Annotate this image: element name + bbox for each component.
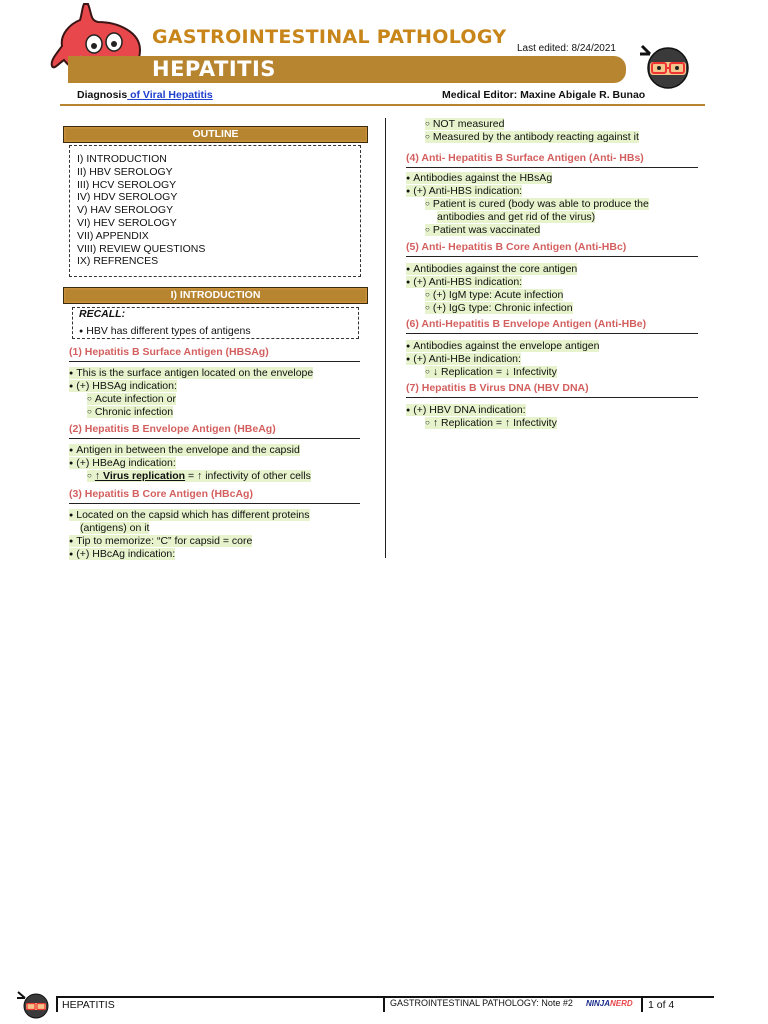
footer-separator — [383, 998, 385, 1012]
section-hbsag — [69, 346, 360, 419]
sub-bullet-item: ○ ↓ Replication = ↓ Infectivity — [425, 366, 557, 378]
introduction-heading: I) INTRODUCTION — [63, 287, 368, 304]
bullet-item: ● (+) Anti-HBe indication: — [406, 353, 521, 365]
virus-replication-emphasis: ↑ Virus replication — [94, 470, 186, 482]
bullet-item: ● Tip to memorize: “C” for capsid = core — [69, 535, 252, 547]
topic-title: HEPATITIS — [152, 57, 276, 81]
sub-bullet-item: ○ (+) IgM type: Acute infection — [425, 289, 563, 301]
ninja-mascot-icon — [640, 40, 696, 90]
bullet-item: ● Antibodies against the HBsAg — [406, 172, 552, 184]
outline-item[interactable]: V) HAV SEROLOGY — [77, 204, 174, 217]
ninja-footer-icon — [16, 988, 52, 1020]
bullet-continuation: (antigens) on it — [80, 522, 150, 534]
sub-bullet-item: ○ Patient is cured (body was able to produce the — [425, 198, 649, 210]
footer-separator — [641, 998, 643, 1012]
section-title: (6) Anti-Hepatitis B Envelope Antigen (Anti-HBe) — [406, 318, 698, 334]
bullet-item: ● Antibodies against the envelope antigen — [406, 340, 599, 352]
column-divider — [385, 118, 386, 558]
footer-separator — [56, 998, 58, 1012]
sub-bullet-item: ○ Measured by the antibody reacting against it — [425, 131, 639, 143]
sub-bullet-continuation: antibodies and get rid of the virus) — [437, 211, 596, 223]
outline-heading: OUTLINE — [63, 126, 368, 143]
sub-bullet-item: ○ ↑ Replication = ↑ Infectivity — [425, 417, 557, 429]
bullet-item: ● (+) HBcAg indication: — [69, 548, 175, 560]
outline-item[interactable]: VII) APPENDIX — [77, 229, 149, 242]
page-number: 1 of 4 — [648, 999, 675, 1011]
bullet-item: ● (+) Anti-HBS indication: — [406, 185, 522, 197]
medical-editor: Medical Editor: Maxine Abigale R. Bunao — [442, 89, 646, 101]
section-anti-hbs — [406, 152, 698, 237]
sub-bullet-item: ○ Chronic infection — [87, 406, 173, 418]
recall-box — [72, 307, 359, 339]
section-title: (2) Hepatitis B Envelope Antigen (HBeAg) — [69, 423, 360, 439]
last-edited-date: Last edited: 8/24/2021 — [517, 43, 616, 54]
section-title: (1) Hepatitis B Surface Antigen (HBSAg) — [69, 346, 360, 362]
recall-text: ● HBV has different types of antigens — [79, 325, 251, 337]
bullet-item: ● Located on the capsid which has different proteins — [69, 509, 310, 521]
bullet-item: ● (+) Anti-HBS indication: — [406, 276, 522, 288]
section-hbeag — [69, 423, 360, 483]
section-title: (5) Anti- Hepatitis B Core Antigen (Anti-HBc) — [406, 241, 698, 257]
recall-label: RECALL: — [79, 308, 126, 320]
sub-bullet-item: ○ (+) IgG type: Chronic infection — [425, 302, 573, 314]
section-anti-hbc — [406, 241, 698, 315]
bullet-item: ● (+) HBeAg indication: — [69, 457, 176, 469]
virus-replication-rest: = ↑ infectivity of other cells — [185, 470, 311, 482]
sub-bullet-item — [87, 470, 311, 482]
section-anti-hbe — [406, 318, 698, 379]
outline-item[interactable]: IV) HDV SEROLOGY — [77, 191, 178, 204]
outline-item[interactable]: VI) HEV SEROLOGY — [77, 216, 177, 229]
diagnosis-prefix: Diagnosis — [77, 89, 128, 101]
ninja-nerd-logo — [586, 999, 633, 1008]
footer-course-note: GASTROINTESTINAL PATHOLOGY: Note #2 — [390, 998, 573, 1008]
footer-topic: HEPATITIS — [62, 999, 115, 1011]
outline-item[interactable]: II) HBV SEROLOGY — [77, 165, 173, 178]
outline-item[interactable]: III) HCV SEROLOGY — [77, 178, 177, 191]
section-hbcag — [69, 488, 360, 561]
outline-list — [77, 153, 205, 268]
logo-nerd: NERD — [610, 999, 633, 1008]
hbcag-continued — [425, 118, 700, 144]
sub-bullet-item: ○ Acute infection or — [87, 393, 176, 405]
footer-divider — [56, 996, 714, 998]
header-divider — [60, 104, 705, 106]
bullet-item: ● Antigen in between the envelope and the capsid — [69, 444, 300, 456]
course-title: GASTROINTESTINAL PATHOLOGY — [152, 26, 507, 48]
section-title: (7) Hepatitis B Virus DNA (HBV DNA) — [406, 382, 698, 398]
sub-bullet-item: ○ NOT measured — [425, 118, 504, 130]
outline-box — [69, 145, 361, 277]
bullet-item: ● (+) HBSAg indication: — [69, 380, 177, 392]
diagnosis-label — [77, 89, 213, 101]
diagnosis-link[interactable]: of Viral Hepatitis — [127, 89, 213, 101]
logo-ninja: NINJA — [586, 999, 611, 1008]
bullet-item: ● Antibodies against the core antigen — [406, 263, 577, 275]
section-title: (4) Anti- Hepatitis B Surface Antigen (Anti- HBs) — [406, 152, 698, 168]
outline-item[interactable]: IX) REFRENCES — [77, 255, 159, 268]
section-hbv-dna — [406, 382, 698, 430]
section-title: (3) Hepatitis B Core Antigen (HBcAg) — [69, 488, 360, 504]
outline-item[interactable]: VIII) REVIEW QUESTIONS — [77, 242, 206, 255]
sub-bullet-item: ○ Patient was vaccinated — [425, 224, 540, 236]
bullet-item: ● (+) HBV DNA indication: — [406, 404, 526, 416]
outline-item[interactable]: I) INTRODUCTION — [77, 153, 167, 165]
bullet-item: ● This is the surface antigen located on the envelope — [69, 367, 313, 379]
